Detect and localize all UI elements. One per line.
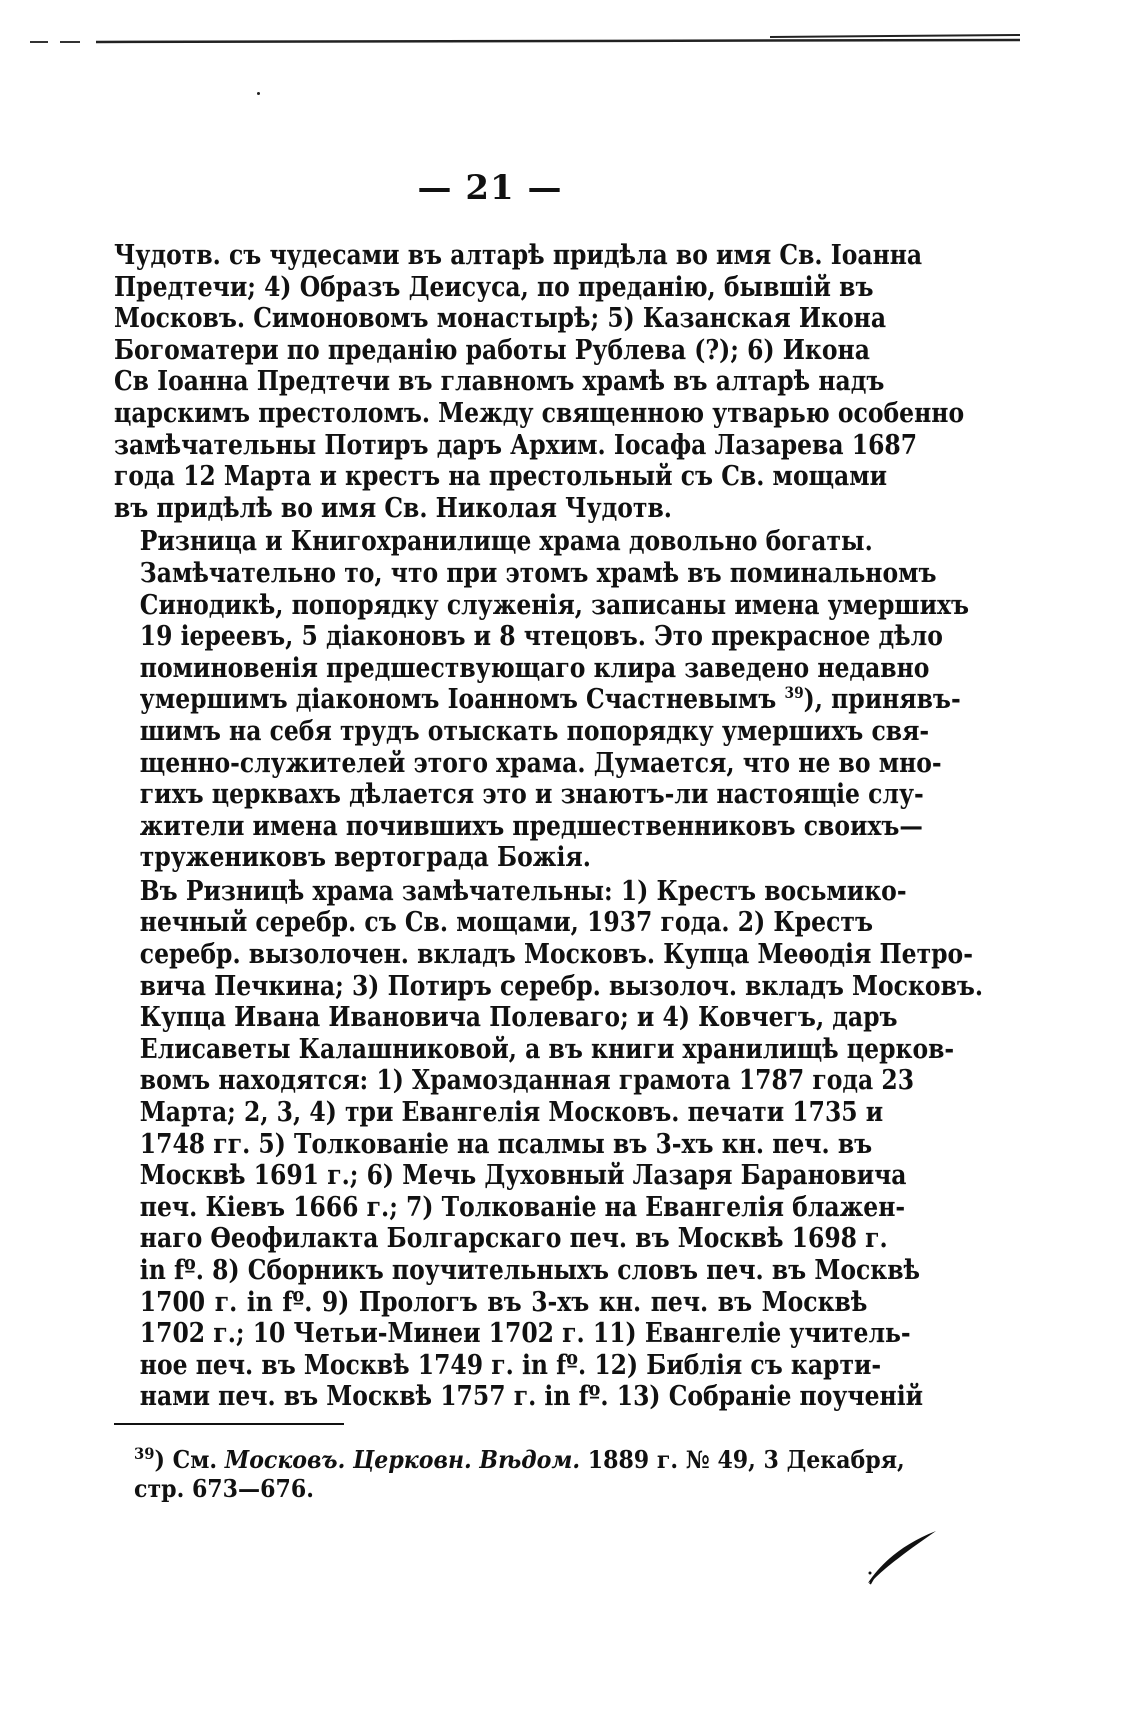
footnote bbox=[134, 1445, 925, 1503]
paragraph3-line: печ. Кіевъ 1666 г.; 7) Толкованіе на Евангелія блажен- bbox=[139, 1190, 906, 1223]
paragraph3-line: Елисаветы Калашниковой, а въ книги хранилищѣ церков- bbox=[139, 1032, 955, 1065]
paragraph1-line: въ придѣлѣ во имя Св. Николая Чудотв. bbox=[114, 491, 672, 524]
paragraph2-line: тружениковъ вертограда Божія. bbox=[139, 841, 591, 874]
footnote-prefix: ) См. bbox=[154, 1445, 225, 1474]
paragraph2-line: 19 іереевъ, 5 діаконовъ и 8 чтецовъ. Это прекрасное дѣло bbox=[139, 620, 943, 653]
footnote-details: 1889 г. № 49, 3 Декабря, bbox=[580, 1445, 905, 1474]
scan-top-rule bbox=[30, 32, 1025, 46]
paragraph3-line: 1700 г. in fº. 9) Прологъ въ 3-хъ кн. печ. въ Москвѣ bbox=[139, 1285, 868, 1318]
paragraph2-line: жители имена почившихъ предшественниковъ своихъ— bbox=[139, 809, 923, 842]
paragraph1-line: царскимъ престоломъ. Между священною утварью особенно bbox=[114, 396, 965, 429]
paragraph1-line: замѣчательны Потиръ даръ Архим. Іосафа Лазарева 1687 bbox=[114, 428, 918, 461]
paragraph2-line: Замѣчательно то, что при этомъ храмѣ въ поминальномъ bbox=[139, 556, 937, 589]
paragraph2-line: Синодикѣ, попорядку служенія, записаны имена умершихъ bbox=[139, 588, 970, 621]
footnote-source: Московъ. Церковн. Вѣдом. bbox=[224, 1445, 581, 1474]
paragraph3-line: нечный серебр. съ Св. мощами, 1937 года. 2) Крестъ bbox=[139, 906, 873, 939]
paragraph1-line: Предтечи; 4) Образъ Деисуса, по преданію, бывшій въ bbox=[114, 270, 874, 303]
paragraph2-line: шимъ на себя трудъ отыскать попорядку умершихъ свя- bbox=[139, 714, 930, 747]
paragraph1-line: Чудотв. съ чудесами въ алтарѣ придѣла во имя Св. Іоанна bbox=[114, 239, 923, 271]
footnote-separator bbox=[114, 1423, 344, 1425]
paragraph3-line: 1702 г.; 10 Четьи-Минеи 1702 г. 11) Евангеліе учитель- bbox=[139, 1317, 911, 1350]
body-text bbox=[114, 239, 984, 1413]
paragraph3-line: вича Печкина; 3) Потиръ серебр. вызолоч. вкладъ Московъ. bbox=[139, 969, 984, 1002]
paragraph3-line: наго Ѳеофилакта Болгарскаго печ. въ Москвѣ 1698 г. bbox=[139, 1222, 888, 1255]
paragraph2-line: щенно-служителей этого храма. Думается, что не во мно- bbox=[139, 746, 942, 779]
paragraph2-line: поминовенія предшествующаго клира заведено недавно bbox=[139, 651, 930, 684]
paragraph3-line: Москвѣ 1691 г.; 6) Мечь Духовный Лазаря Барановича bbox=[139, 1159, 907, 1192]
paragraph1-line: Богоматери по преданію работы Рублева (?); 6) Икона bbox=[114, 333, 870, 366]
footnote-marker: 39 bbox=[134, 1444, 155, 1463]
paragraph2-line: Ризница и Книгохранилище храма довольно богаты. bbox=[139, 525, 873, 558]
paragraph3-line: in fº. 8) Сборникъ поучительныхъ словъ печ. въ Москвѣ bbox=[139, 1254, 921, 1286]
footnote-reference: 39 bbox=[784, 683, 804, 703]
footnote-line-1 bbox=[134, 1445, 925, 1474]
paragraph3-line: нами печ. въ Москвѣ 1757 г. in fº. 13) Собраніе поученій bbox=[139, 1380, 924, 1413]
paragraph3-line: Въ Ризницѣ храма замѣчательны: 1) Крестъ восьмико- bbox=[139, 874, 907, 907]
paragraph3-line: Марта; 2, 3, 4) три Евангелія Московъ. печати 1735 и bbox=[139, 1096, 884, 1129]
paragraph-2 bbox=[114, 525, 970, 874]
paragraph3-line: Купца Ивана Ивановича Полеваго; и 4) Ковчегъ, даръ bbox=[139, 1001, 898, 1034]
paragraph1-line: года 12 Марта и крестъ на престольный съ Св. мощами bbox=[114, 460, 888, 493]
paragraph3-line: серебр. вызолочен. вкладъ Московъ. Купца Меѳодія Петро- bbox=[139, 938, 973, 971]
paragraph3-line: вомъ находятся: 1) Храмозданная грамота 1787 года 23 bbox=[139, 1064, 915, 1097]
paragraph3-line: ное печ. въ Москвѣ 1749 г. in fº. 12) Библія съ карти- bbox=[139, 1348, 882, 1381]
paragraph3-line: 1748 гг. 5) Толкованіе на псалмы въ 3-хъ кн. печ. въ bbox=[139, 1127, 873, 1160]
paragraph-3 bbox=[114, 874, 984, 1413]
paragraph2-line: умершимъ діакономъ Іоанномъ Счастневымъ $^{39}$), принявъ- bbox=[139, 683, 961, 716]
page-number: — 21 — bbox=[417, 168, 563, 208]
quill-ornament bbox=[866, 1527, 938, 1585]
paragraph1-line: Св Іоанна Предтечи въ главномъ храмѣ въ алтарѣ надъ bbox=[114, 365, 885, 398]
footnote-reference-tail: ), принявъ- bbox=[803, 683, 961, 716]
scan-speck bbox=[257, 92, 260, 95]
paragraph-1 bbox=[114, 239, 965, 524]
paragraph2-line: гихъ церквахъ дѣлается это и знаютъ-ли настоящіе слу- bbox=[139, 778, 924, 811]
paragraph1-line: Московъ. Симоновомъ монастырѣ; 5) Казанская Икона bbox=[114, 302, 887, 335]
footnote-line-2: стр. 673—676. bbox=[134, 1474, 314, 1503]
